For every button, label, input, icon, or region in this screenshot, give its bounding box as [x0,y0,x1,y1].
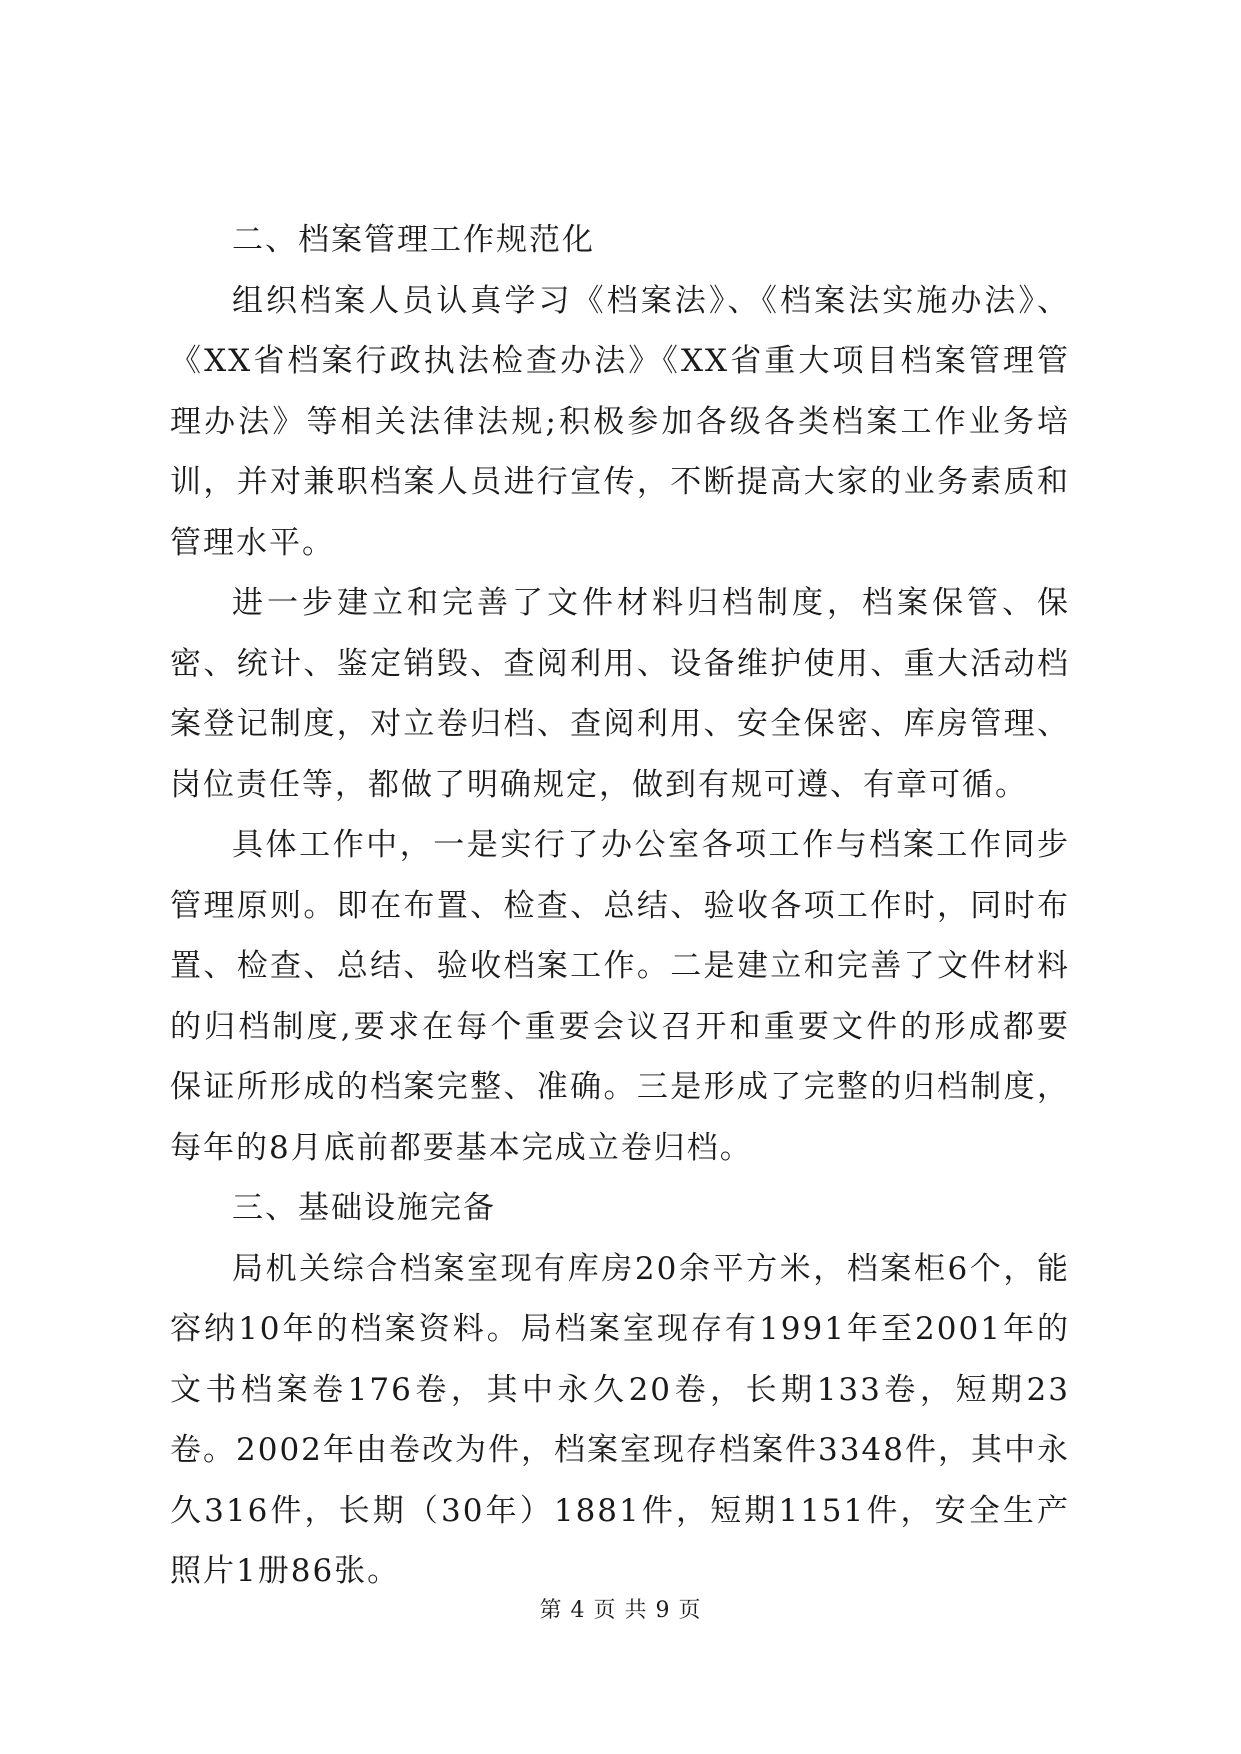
paragraph-filing-system: 进一步建立和完善了文件材料归档制度，档案保管、保密、统计、鉴定销毁、查阅利用、设备维护使用、重大活动档案登记制度，对立卷归档、查阅利用、安全保密、库房管理、岗位责任等，都做了明确规定，做到有规可遵、有章可循。 [170,585,1070,803]
paragraph-specific-work: 具体工作中，一是实行了办公室各项工作与档案工作同步管理原则。即在布置、检查、总结、验收各项工作时，同时布置、检查、总结、验收档案工作。二是建立和完善了文件材料的归档制度,要求在每个重要会议召开和重要文件的形成都要保证所形成的档案完整、准确。三是形成了完整的归档制度，每年的8月底前都要基本完成立卷归档。 [170,827,1070,1166]
paragraph-study-laws: 组织档案人员认真学习《档案法》、《档案法实施办法》、《XX省档案行政执法检查办法》《XX省重大项目档案管理管理办法》等相关法律法规;积极参加各级各类档案工作业务培训，并对兼职档案人员进行宣传，不断提高大家的业务素质和管理水平。 [170,282,1070,561]
page-number-footer: 第 4 页 共 9 页 [539,1598,702,1623]
paragraph-archive-room: 局机关综合档案室现有库房20余平方米，档案柜6个，能容纳10年的档案资料。局档案室现存有1991年至2001年的文书档案卷176卷，其中永久20卷，长期133卷，短期23卷。2002年由卷改为件，档案室现存档案件3348件，其中永久316件，长期（30年）1881件，短期1151件，安全生产照片1册86张。 [170,1250,1070,1589]
document-body [170,210,1070,1602]
section-heading-infrastructure: 三、基础设施完备 [232,1190,496,1226]
section-heading-archive-management: 二、档案管理工作规范化 [232,222,595,258]
